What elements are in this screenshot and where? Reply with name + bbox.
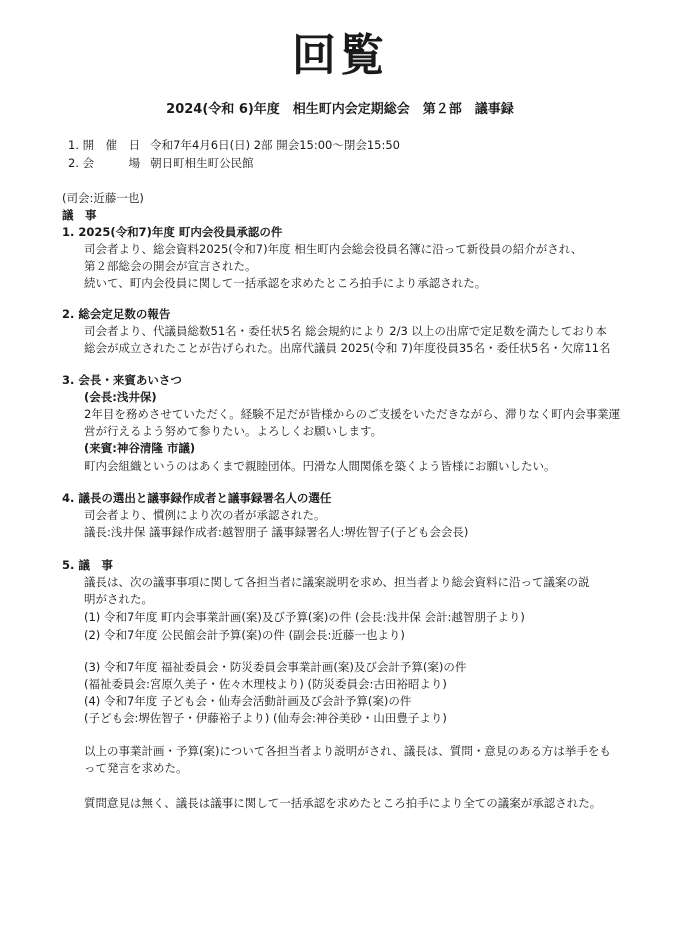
section-3-line: 営が行えるよう努めて参りたい。よろしくお願いします。 bbox=[84, 424, 383, 438]
section-2-heading: 2. 総会定足数の報告 bbox=[62, 307, 171, 321]
section-2-line: 司会者より、代議員総数51名・委任状5名 総会規約により 2/3 以上の出席で定足数を満たしており本 bbox=[84, 324, 607, 338]
info-date-label: 1. 開 催 日 bbox=[68, 138, 141, 152]
section-3-speaker-chair: (会長:浅井保) bbox=[84, 390, 157, 404]
kairan-title: 回覧 bbox=[292, 30, 388, 81]
section-5-heading: 5. 議 事 bbox=[62, 558, 113, 572]
info-venue-label: 2. 会 場 bbox=[68, 156, 141, 170]
section-5-intro-line: 明がされた。 bbox=[84, 592, 153, 606]
document-title: 2024(令和 6)年度 相生町内会定期総会 第２部 議事録 bbox=[166, 102, 514, 117]
section-4-line: 司会者より、慣例により次の者が承認された。 bbox=[84, 508, 326, 522]
agenda-item-detail: (福祉委員会:宮原久美子・佐々木理枝より) (防災委員会:古田裕昭より) bbox=[84, 677, 447, 691]
info-date bbox=[68, 137, 400, 153]
section-1-line: 続いて、町内会役員に関して一括承認を求めたところ拍手により承認された。 bbox=[84, 276, 487, 290]
section-1-heading: 1. 2025(令和7)年度 町内会役員承認の件 bbox=[62, 225, 283, 239]
section-4-heading: 4. 議長の選出と議事録作成者と議事録署名人の選任 bbox=[62, 491, 332, 505]
agenda-heading: 議 事 bbox=[62, 208, 97, 222]
section-1-line: 司会者より、総会資料2025(令和7)年度 相生町内会総会役員名簿に沿って新役員の紹介がされ、 bbox=[84, 242, 583, 256]
agenda-item: (2) 令和7年度 公民館会計予算(案)の件 (副会長:近藤一也より) bbox=[84, 628, 405, 642]
section-4-line: 議長:浅井保 議事録作成者:越智朋子 議事録署名人:堺佐智子(子ども会会長) bbox=[84, 525, 469, 539]
section-5-intro-line: 議長は、次の議事事項に関して各担当者に議案説明を求め、担当者より総会資料に沿って議案の説 bbox=[84, 575, 590, 589]
moderator: (司会:近藤一也) bbox=[62, 191, 144, 205]
summary-line: 以上の事業計画・予算(案)について各担当者より説明がされ、議長は、質問・意見のある方は挙手をも bbox=[84, 744, 611, 758]
section-2-line: 総会が成立されたことが告げられた。出席代議員 2025(令和 7)年度役員35名・委任状5名・欠席11名 bbox=[84, 341, 611, 355]
closing-line: 質問意見は無く、議長は議事に関して一括承認を求めたところ拍手により全ての議案が承認された。 bbox=[84, 796, 602, 810]
summary-line: って発言を求めた。 bbox=[84, 761, 188, 775]
agenda-item: (3) 令和7年度 福祉委員会・防災委員会事業計画(案)及び会計予算(案)の件 bbox=[84, 660, 467, 674]
section-1-line: 第２部総会の開会が宣言された。 bbox=[84, 259, 257, 273]
info-venue-value: 朝日町相生町公民館 bbox=[150, 156, 254, 170]
agenda-item: (4) 令和7年度 子ども会・仙寿会活動計画及び会計予算(案)の件 bbox=[84, 694, 412, 708]
info-date-value: 令和7年4月6日(日) 2部 開会15:00～閉会15:50 bbox=[150, 138, 400, 152]
section-3-speaker-guest: (来賓:神谷清隆 市議) bbox=[84, 441, 196, 455]
agenda-item: (1) 令和7年度 町内会事業計画(案)及び予算(案)の件 (会長:浅井保 会計:越智朋子より) bbox=[84, 610, 525, 624]
agenda-item-detail: (子ども会:堺佐智子・伊藤裕子より) (仙寿会:神谷美砂・山田豊子より) bbox=[84, 711, 447, 725]
section-3-heading: 3. 会長・来賓あいさつ bbox=[62, 373, 182, 387]
section-3-line: 2年目を務めさせていただく。経験不足だが皆様からのご支援をいただきながら、滞りなく町内会事業運 bbox=[84, 407, 621, 421]
info-venue bbox=[68, 155, 254, 171]
section-3-line: 町内会組織というのはあくまで親睦団体。円滑な人間関係を築くよう皆様にお願いしたい。 bbox=[84, 459, 556, 473]
